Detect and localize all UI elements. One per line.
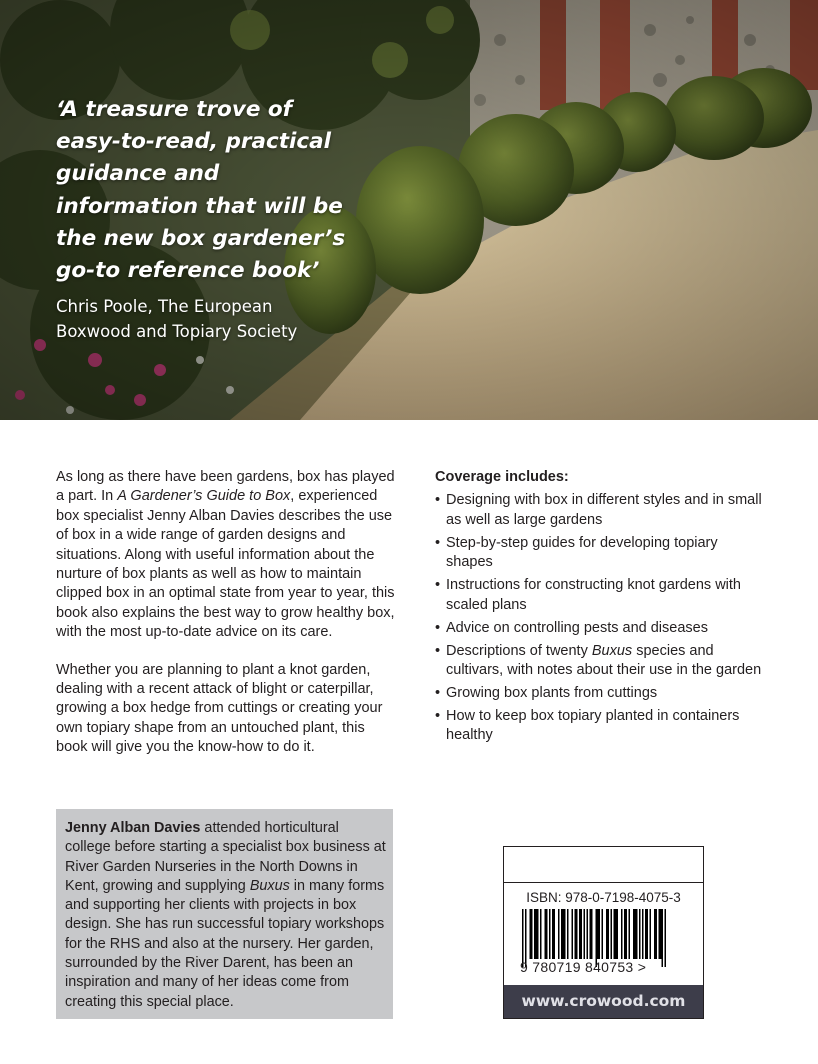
list-item-text: Growing box plants from cuttings (446, 685, 658, 702)
barcode-bar (615, 909, 617, 959)
barcode-digits: 9 780719 840753 > (520, 959, 647, 975)
list-item (435, 707, 765, 746)
cover-photo (0, 0, 818, 420)
coverage-list (435, 491, 765, 745)
bullet-icon: • (435, 534, 441, 551)
list-item-text: Advice on controlling pests and diseases (446, 619, 708, 636)
quote-line: easy-to-read, practical (56, 129, 332, 155)
barcode-bar (654, 909, 656, 959)
barcode-bar (645, 909, 647, 959)
barcode-bar (591, 909, 593, 959)
barcode-bar (564, 909, 566, 959)
bullet-icon: • (435, 492, 441, 509)
quote-line: go-to reference book’ (56, 258, 320, 284)
list-item-text: Step-by-step guides for developing topiary shapes (446, 534, 718, 571)
description-paragraph-1 (56, 468, 396, 643)
barcode-bar (549, 909, 551, 959)
list-item-text: Descriptions of twenty (446, 642, 592, 659)
author-name: Jenny Alban Davies (65, 820, 201, 836)
barcode-bar (561, 909, 563, 959)
barcode-bar (587, 909, 589, 959)
author-bio-text: attended horticultural college before starting a specialist box business at River Garden Nurseries in the North Downs in Kent, growing and supplying (65, 820, 386, 894)
quote-attribution (56, 294, 386, 344)
quote-line: ‘A treasure trove of (56, 97, 293, 122)
barcode-bar (639, 909, 641, 959)
barcode-bar (537, 909, 539, 959)
attribution-line: Chris Poole, The European (56, 297, 273, 316)
author-bio-box (56, 809, 393, 1019)
barcode-bar (576, 909, 578, 959)
barcode-bar (659, 909, 661, 959)
barcode-bar (567, 909, 569, 959)
barcode-bar (579, 909, 581, 959)
barcode-bar (599, 909, 601, 959)
barcode-bar (584, 909, 586, 959)
publisher-website: www.crowood.com (504, 985, 703, 1018)
barcode-bar (530, 909, 532, 959)
barcode-bar (545, 909, 547, 959)
barcode-bar (617, 909, 619, 959)
barcode-bar (534, 909, 536, 959)
list-item (435, 642, 765, 681)
list-item-text-italic: Buxus (591, 642, 633, 659)
barcode-bar (624, 909, 626, 959)
description-text: , experienced box specialist Jenny Alban Davies describes the use of box in a wide range of garden designs and situations. Along with useful information about the nurture of box plants as well as how to maintain clipped box in an optimal state from year to year, this book also explains the best way to grow healthy box, with the most up-to-date advice on its care. (56, 488, 395, 641)
barcode-bar (626, 909, 628, 959)
quote-line: guidance and (56, 161, 220, 187)
list-item-text: Designing with box in different styles and in small as well as large gardens (446, 492, 762, 528)
barcode-bar (660, 909, 662, 959)
list-item-text: How to keep box topiary planted in containers healthy (446, 708, 740, 744)
barcode-bar (554, 909, 556, 959)
barcode-bar (629, 909, 631, 959)
list-item (435, 534, 765, 573)
author-bio-italic: Buxus (249, 877, 290, 894)
barcode-bar (531, 909, 533, 959)
barcode-bar (621, 909, 623, 959)
barcode-bar (597, 909, 599, 959)
book-title: A Gardener’s Guide to Box (117, 488, 291, 505)
list-item-text: Instructions for constructing knot gardens with scaled plans (446, 577, 741, 613)
barcode-bar (608, 909, 610, 959)
barcode-bar (540, 909, 542, 959)
list-item (435, 491, 765, 530)
barcode-panel (503, 846, 704, 1019)
barcode-bar (552, 909, 554, 959)
barcode-bar (636, 909, 638, 959)
barcode-bar (633, 909, 635, 959)
list-item (435, 684, 765, 703)
bullet-icon: • (435, 708, 441, 725)
barcode-bar (647, 909, 649, 959)
barcode-bar (606, 909, 608, 959)
barcode-bar (575, 909, 577, 959)
barcode-bar (572, 909, 574, 959)
quote-line: information that will be (56, 193, 343, 219)
quote-line: the new box gardener’s (56, 225, 346, 251)
barcode-bar (590, 909, 592, 959)
coverage-heading: Coverage includes: (435, 469, 569, 485)
barcode-bar (558, 909, 560, 959)
coverage-section (435, 468, 765, 749)
barcode-bar (536, 909, 538, 959)
list-item (435, 576, 765, 615)
bullet-icon: • (435, 685, 441, 702)
bullet-icon: • (435, 642, 441, 659)
barcode-bar (650, 909, 652, 959)
barcode-bar (563, 909, 565, 959)
bullet-icon: • (435, 577, 441, 594)
book-description (56, 468, 396, 776)
barcode-bar (546, 909, 548, 959)
author-bio-text: in many forms and supporting her clients with projects in box design. She has run successful topiary workshops for the RHS and also at the nursery. Her garden, surrounded by the River Darent, has been an inspiration and many of her ideas come from creating this special place. (65, 877, 385, 1010)
price-box (504, 847, 703, 883)
attribution-line: Boxwood and Topiary Society (56, 322, 298, 341)
barcode-bar (614, 909, 616, 959)
barcode-bar (611, 909, 613, 959)
barcode-bar (581, 909, 583, 959)
description-text: As long as there have been gardens, box has played a part. In (56, 469, 395, 505)
bullet-icon: • (435, 619, 441, 636)
endorsement-quote (56, 94, 386, 287)
barcode-bar (656, 909, 658, 959)
barcode-bar (642, 909, 644, 959)
barcode-bar (602, 909, 604, 959)
author-bio (65, 819, 387, 1012)
isbn-label: ISBN: 978-0-7198-4075-3 (526, 890, 681, 905)
description-paragraph-2: Whether you are planning to plant a knot garden, dealing with a recent attack of blight or caterpillar, growing a box hedge from cuttings or creating your own topiary shape from an untouched plant, this book will give you the know-how to do it. (56, 661, 383, 756)
barcode-bar (635, 909, 637, 959)
list-item (435, 619, 765, 638)
list-item-text: species and cultivars, with notes about their use in the garden (446, 642, 762, 679)
